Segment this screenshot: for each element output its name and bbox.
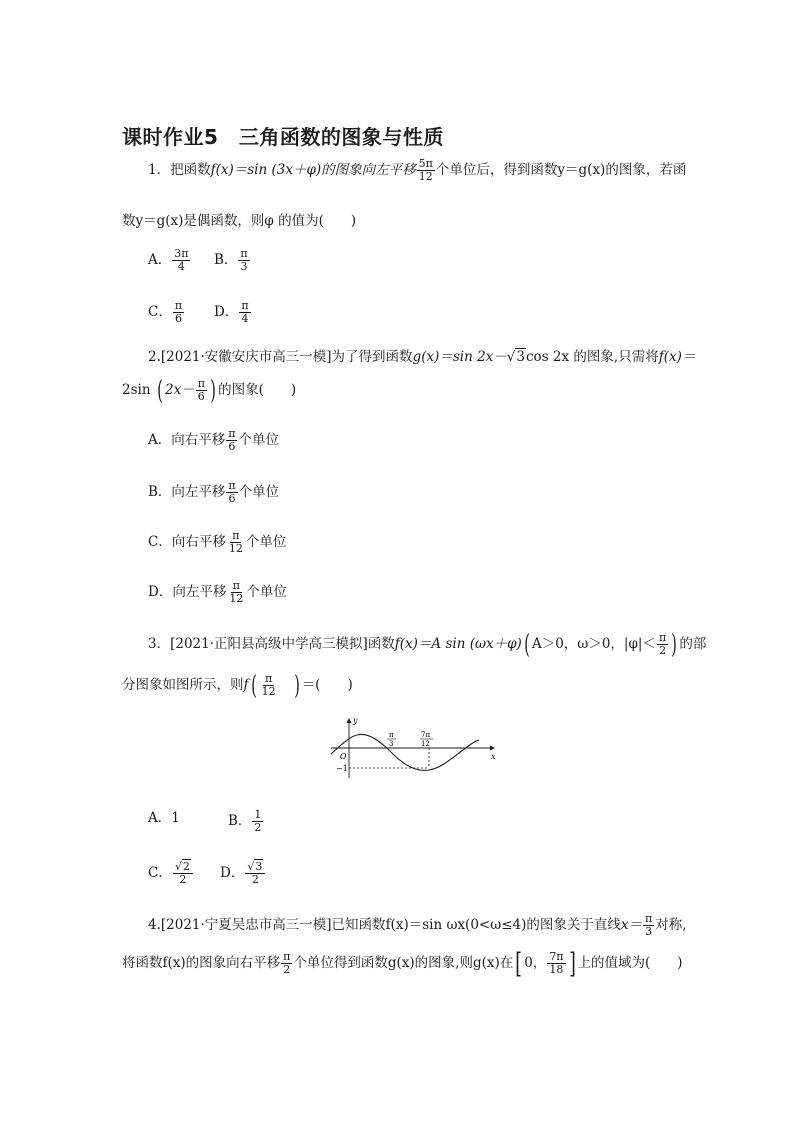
q3-option-b-num: 1 — [254, 808, 262, 821]
graph-minus-one-label: −1 — [336, 764, 348, 773]
q4-shift-frac — [281, 951, 292, 976]
q2-option-c-label: C．向右平移 — [148, 534, 226, 550]
q2-sqrt: √3 — [506, 349, 525, 365]
q3-option-c-label: C． — [148, 865, 172, 881]
graph-sine-curve — [331, 734, 479, 770]
q2-option-a-tail: 个单位 — [238, 432, 279, 448]
q1-shift-fraction — [417, 158, 435, 183]
q2-text-c: cos 2x 的图象,只需将 — [526, 349, 659, 365]
q3-option-d-den: 2 — [251, 873, 259, 886]
q3-eval-close: ) — [293, 670, 300, 701]
q1-option-b — [214, 248, 251, 273]
q1-option-c-num: π — [174, 299, 183, 312]
q2-option-b-tail: 个单位 — [238, 484, 280, 500]
q2-option-d-tail: 个单位 — [246, 584, 287, 600]
q3-option-d — [220, 861, 266, 886]
q1-option-d-num: π — [241, 299, 249, 312]
q2-option-b-frac — [226, 480, 237, 505]
q1-line2: 数y＝g(x)是偶函数，则φ 的值为( ) — [122, 213, 357, 229]
q2-option-a-frac — [226, 428, 237, 453]
q4-text-g: 个单位得到函数 — [293, 955, 388, 971]
q1-option-c-den: 6 — [174, 312, 182, 325]
graph-x-arrow-icon — [490, 746, 495, 751]
q2-option-a-num: π — [228, 427, 236, 440]
q4-text-d: 对称, — [655, 917, 687, 933]
q1-option-c-label: C． — [148, 304, 172, 320]
q4-text-h: g(x)的图象,则 — [387, 955, 473, 971]
q1-option-b-den: 3 — [240, 260, 248, 273]
graph-tick1-den: 3 — [389, 740, 394, 748]
q1-option-d-frac — [239, 300, 250, 325]
q3-option-c-den: 2 — [179, 873, 187, 886]
q3-text-d: 分图象如图所示，则 — [122, 677, 244, 693]
q4-text-j: 上的值域为( ) — [577, 955, 683, 971]
q3-cond-num: π — [658, 631, 667, 644]
q3-line1 — [148, 629, 707, 660]
q4-sym-den: 3 — [645, 925, 653, 938]
q1-option-a-frac — [172, 248, 190, 273]
graph-y-label: y — [353, 716, 358, 725]
q4-text-a: 4.[2021·宁夏吴忠市高三一模]已知函数 — [148, 917, 386, 933]
q3-option-a-value: 1 — [171, 810, 180, 826]
q3-option-c-num: √2 — [173, 861, 193, 874]
q2-option-a-label: A．向右平移 — [148, 432, 226, 448]
q1-option-a-den: 4 — [177, 260, 185, 273]
q3-sine-graph — [325, 712, 500, 780]
q4-sym-num: π — [645, 912, 653, 925]
q2-option-b — [148, 480, 279, 505]
q3-option-c — [148, 861, 194, 886]
q2-close-paren: ) — [210, 375, 216, 406]
q3-option-b-frac — [252, 809, 263, 834]
q2-option-a-den: 6 — [228, 440, 236, 453]
graph-tick2-den: 12 — [421, 740, 430, 748]
q2-option-d-num: π — [232, 579, 240, 592]
q1-option-d-den: 4 — [241, 312, 249, 325]
q3-cond-den: 2 — [659, 644, 667, 657]
q3-option-c-sqrt: 2 — [182, 860, 190, 873]
q4-text-f: f(x)的图象向右平移 — [162, 955, 281, 971]
graph-x-label: x — [491, 752, 496, 761]
q2-text-b: g(x)＝sin 2x－ — [412, 349, 507, 365]
q3-option-b — [228, 809, 264, 834]
q4-text-c: x＝ — [620, 917, 643, 933]
q1-option-c — [148, 300, 185, 325]
q1-option-a-num: 3π — [174, 247, 189, 260]
q3-option-a — [148, 809, 180, 827]
q4-int-left: 0， — [524, 955, 547, 971]
q3-eval-den: 12 — [261, 685, 276, 698]
q2-text-a: 2.[2021·安徽安庆市高三一模]为了得到函数 — [148, 349, 413, 365]
q2-text-e: 2sin — [122, 382, 151, 398]
q2-option-c-num: π — [232, 529, 240, 542]
q4-text-e: 将函数 — [122, 955, 163, 971]
q1-option-d — [214, 300, 252, 325]
q1-option-c-frac — [173, 300, 184, 325]
q3-cond-frac — [657, 632, 668, 657]
q3-eval-frac — [260, 673, 278, 698]
q2-option-c — [148, 530, 286, 555]
q3-option-b-label: B． — [228, 813, 252, 829]
q3-option-d-num: √3 — [245, 861, 265, 874]
q3-line2 — [122, 670, 353, 701]
q2-line1 — [148, 348, 695, 366]
q2-option-b-label: B．向左平移 — [148, 484, 226, 500]
graph-origin-label: O — [340, 752, 347, 761]
q4-line2 — [122, 946, 683, 980]
q1-text-c: 个单位后，得到函数 — [435, 162, 558, 178]
q4-text-i: g(x)在 — [472, 955, 514, 971]
q1-option-a — [148, 248, 191, 273]
q4-int-num: 7π — [549, 950, 564, 963]
q1-line1 — [148, 158, 686, 183]
q3-close-paren: ) — [671, 629, 678, 660]
q3-option-b-den: 2 — [254, 821, 262, 834]
q3-option-d-sqrt: 3 — [255, 860, 263, 873]
q2-option-b-num: π — [228, 479, 236, 492]
q2-option-d-frac — [227, 580, 245, 605]
graph-y-arrow-icon — [347, 718, 352, 723]
q4-close-bracket: ] — [568, 946, 576, 980]
q4-int-den: 18 — [549, 963, 564, 976]
q4-shift-num: π — [283, 950, 291, 963]
q1-option-a-label: A． — [148, 252, 172, 268]
q1-option-d-label: D． — [214, 304, 239, 320]
graph-tick1-num: π — [389, 731, 394, 739]
q3-text-c: 的部 — [679, 636, 707, 652]
q1-text-d: y＝g(x)的图象，若函 — [557, 162, 687, 178]
q4-int-frac — [547, 951, 565, 976]
q2-option-c-tail: 个单位 — [245, 534, 287, 550]
q2-option-d-den: 12 — [229, 592, 244, 605]
q1-option-b-label: B． — [214, 252, 238, 268]
q2-option-c-den: 12 — [228, 542, 243, 555]
q2-option-a — [148, 428, 279, 453]
q2-option-d — [148, 580, 287, 605]
q2-option-c-frac — [227, 530, 245, 555]
q2-arg-num: π — [197, 377, 205, 390]
q1-option-b-frac — [238, 248, 249, 273]
q4-open-bracket: [ — [515, 946, 523, 980]
q2-sqrt-val: 3 — [516, 349, 525, 365]
q2-arg-frac — [196, 378, 207, 403]
q3-text-f: f — [243, 677, 249, 693]
q2-open-paren: ( — [157, 375, 163, 406]
q3-text-a: 3．[2021·正阳县高级中学高三模拟]函数 — [148, 636, 395, 652]
q3-option-d-frac — [245, 861, 265, 886]
q1-shift-den: 12 — [418, 170, 433, 183]
q4-sym-frac — [643, 913, 654, 938]
q2-option-d-label: D．向左平移 — [148, 584, 227, 600]
q3-option-a-label: A． — [148, 810, 172, 826]
q1-shift-num: 5π — [418, 157, 433, 170]
q2-option-b-den: 6 — [228, 492, 236, 505]
q1-text-a: 1．把函数 — [148, 162, 211, 178]
q1-text-b: f(x)＝sin (3x＋φ)的图象向左平移 — [210, 162, 416, 178]
q2-arg: 2x－ — [164, 382, 195, 398]
q3-eval-open: ( — [250, 670, 257, 701]
q3-eval-num: π — [265, 672, 273, 685]
q3-option-c-frac — [173, 861, 193, 886]
q3-text-b: f(x)＝A sin (ωx＋φ) — [394, 636, 522, 652]
q3-option-d-label: D． — [220, 865, 245, 881]
q1-option-b-num: π — [240, 247, 248, 260]
page-title: 课时作业5 三角函数的图象与性质 — [122, 125, 444, 149]
q2-text-f: 的图象( ) — [218, 382, 297, 398]
q4-text-b: f(x)＝sin ωx(0<ω≤4)的图象关于直线 — [385, 917, 621, 933]
q3-text-g: ＝( ) — [301, 677, 353, 693]
q2-arg-den: 6 — [197, 390, 205, 403]
graph-tick2-num: 7π — [421, 731, 431, 739]
q3-cond: A＞0，ω＞0，|φ|＜ — [531, 636, 656, 652]
q2-line2 — [122, 375, 297, 406]
q2-text-d: f(x)＝ — [658, 349, 696, 365]
q3-open-paren: ( — [524, 629, 530, 660]
q4-shift-den: 2 — [283, 963, 291, 976]
q4-line1 — [148, 913, 687, 938]
